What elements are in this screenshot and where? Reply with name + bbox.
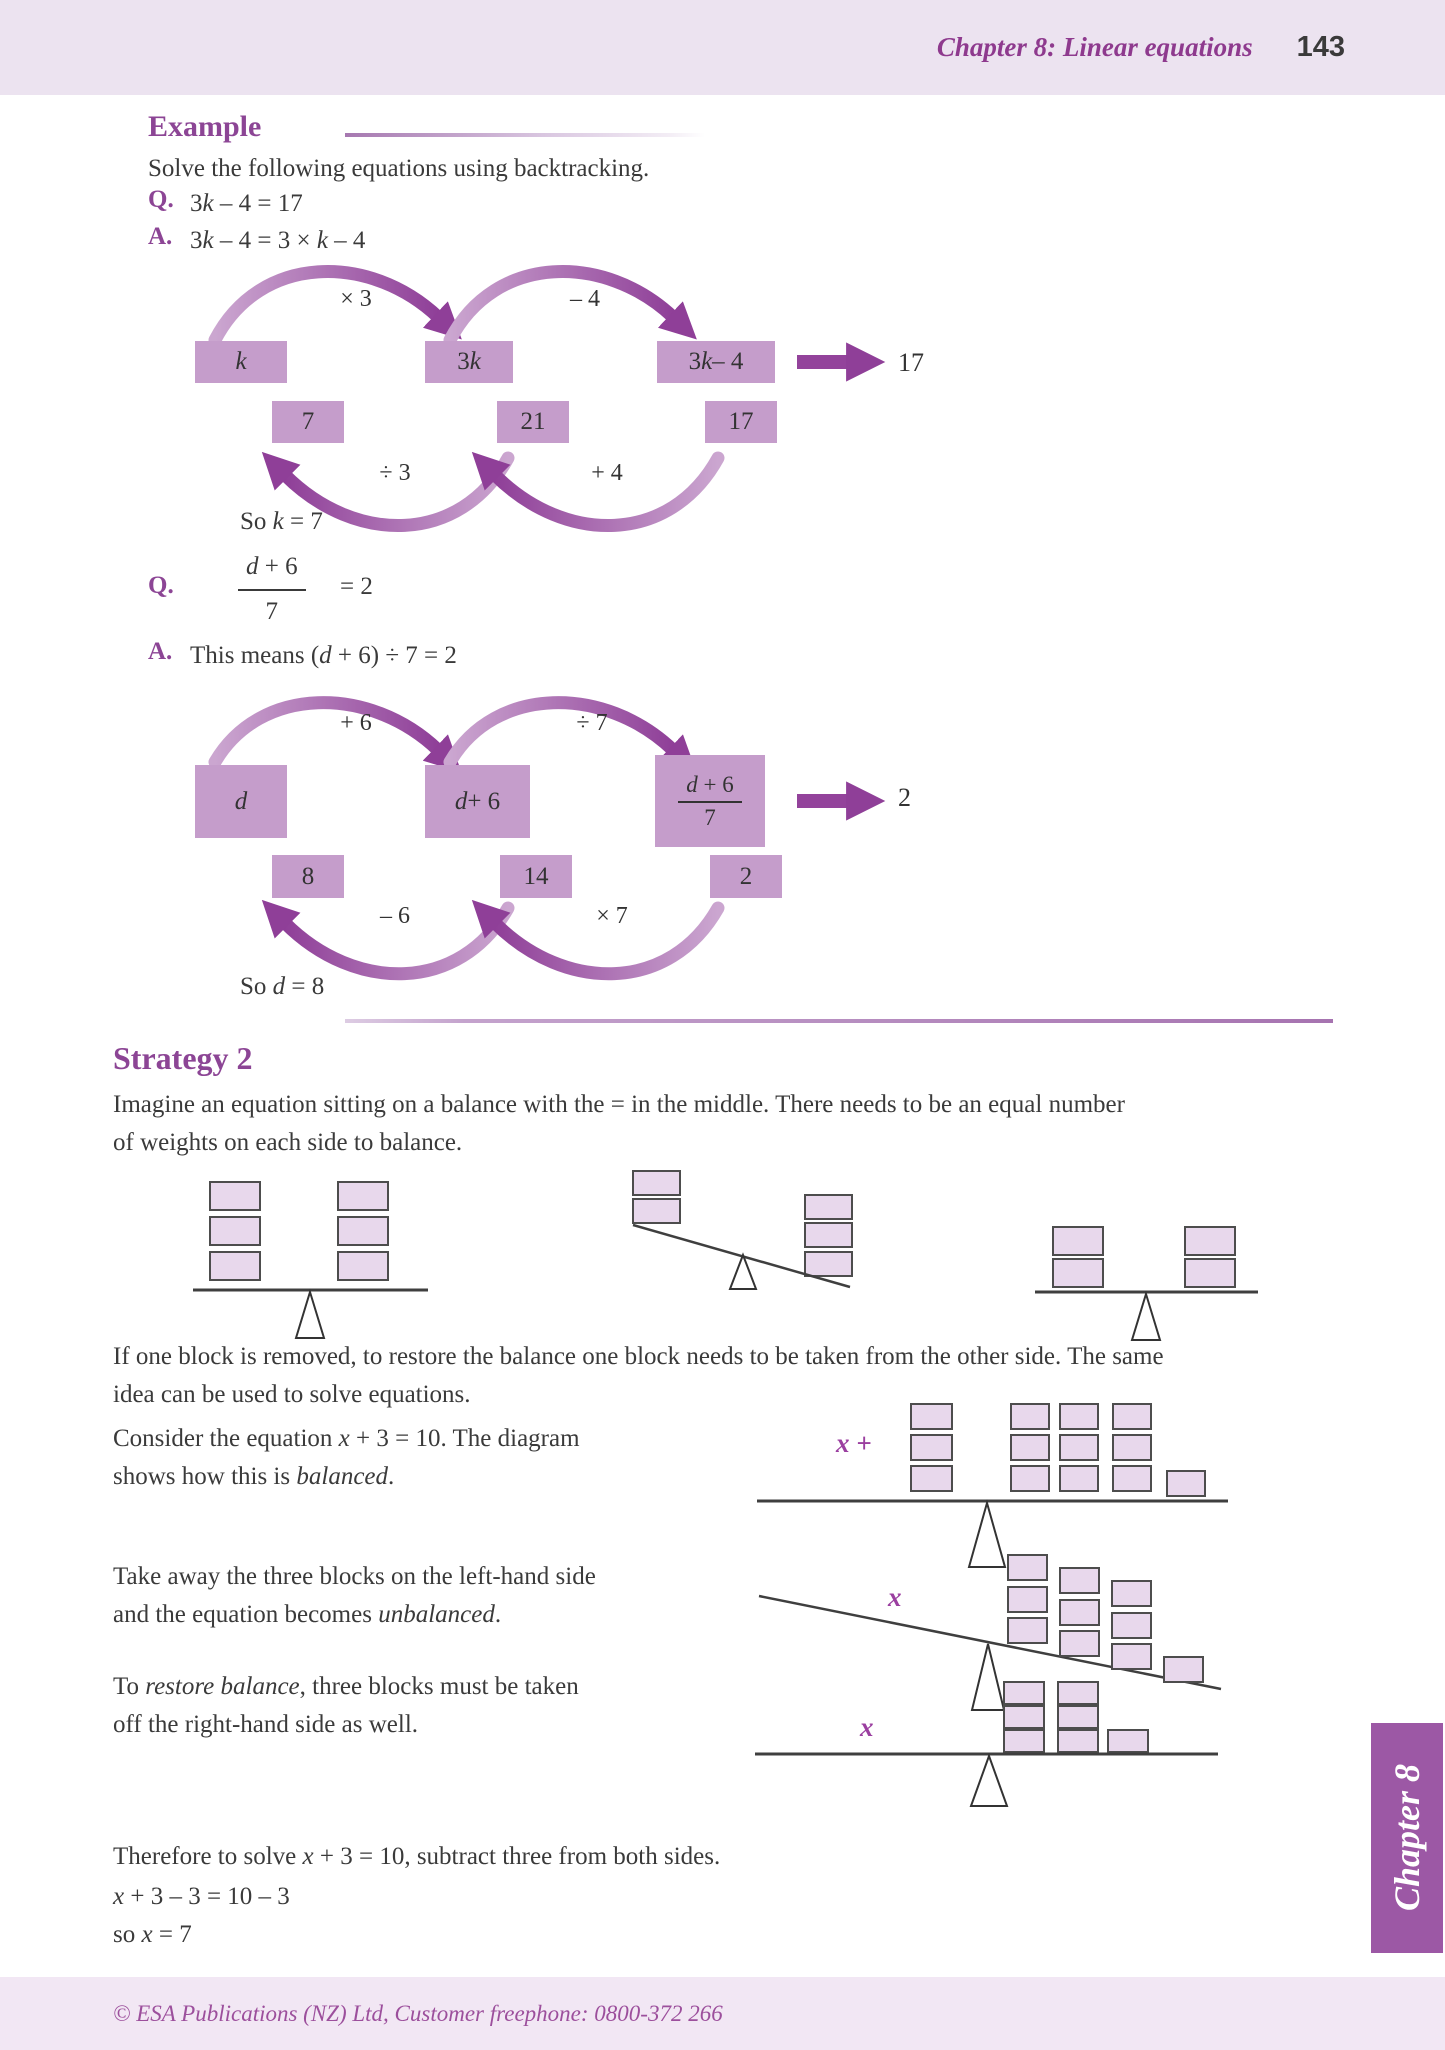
q2-rhs: = 2 (340, 573, 373, 600)
q2-label: Q. (148, 572, 174, 599)
chapter-tab-label: Chapter 8 (1387, 1764, 1427, 1912)
backtracking-diagram-k (140, 245, 970, 545)
balance-trio-illustration (180, 1152, 1290, 1347)
page-number: 143 (1296, 31, 1345, 63)
result-2: 2 (898, 783, 911, 812)
arrow-minus-4 (450, 272, 673, 340)
a1-label: A. (148, 223, 173, 250)
result-17: 17 (898, 348, 924, 377)
weight-blocks-left (1053, 1227, 1103, 1287)
op-minus-4: – 4 (570, 286, 600, 312)
box-8: 8 (272, 855, 344, 898)
chapter-side-tab (1371, 1723, 1443, 1953)
a1-expression: 3k – 4 = 3 × k – 4 (190, 227, 366, 254)
weight-blocks-right (1185, 1227, 1235, 1287)
answer-line: so x = 7 (113, 1921, 192, 1948)
box-d-plus-6: d + 6 (425, 765, 530, 838)
page-footer (0, 1977, 1445, 2050)
q1-label: Q. (148, 186, 174, 213)
step1-text: Consider the equation x + 3 = 10. The diagram shows how this is balanced. (113, 1425, 580, 1490)
box-14: 14 (500, 855, 572, 898)
conclusion-text: Therefore to solve x + 3 = 10, subtract three from both sides. (113, 1843, 721, 1870)
q1-expression: 3k – 4 = 17 (190, 190, 303, 217)
box-21: 21 (497, 401, 569, 443)
arrow-times-3 (215, 272, 438, 340)
box-d-plus-6-over-7: $\frac{d + 6}{7}$ (655, 755, 765, 847)
example-heading-rule (345, 133, 705, 137)
x-label-unbalanced: x (888, 1582, 902, 1612)
op-divide-3: ÷ 3 (379, 460, 411, 486)
strategy-intro: Imagine an equation sitting on a balance with the = in the middle. There needs to be an equal number of weights on each side to balance. (113, 1091, 1125, 1156)
remove-block-paragraph: If one block is removed, to restore the balance one block needs to be taken from the other side. The same idea can be used to solve equations. (113, 1343, 1164, 1408)
a2-label: A. (148, 638, 173, 665)
fulcrum-triangle (1132, 1294, 1160, 1340)
weight-blocks-left (210, 1182, 260, 1280)
so-k-equals-7: So k = 7 (240, 508, 323, 535)
weight-blocks-right (805, 1195, 852, 1276)
step2-text: Take away the three blocks on the left-hand side and the equation becomes unbalanced. (113, 1563, 596, 1628)
so-d-equals-8: So d = 8 (240, 973, 325, 1000)
op-divide-7: ÷ 7 (576, 710, 608, 736)
working-line: x + 3 – 3 = 10 – 3 (113, 1883, 290, 1910)
box-17: 17 (705, 401, 777, 443)
weight-blocks-right (1004, 1682, 1148, 1752)
op-times-3: × 3 (340, 286, 372, 312)
op-plus-6: + 6 (340, 710, 372, 736)
fulcrum-triangle (971, 1756, 1007, 1806)
q2-fraction: $\frac{d + 6}{7}$ (238, 548, 306, 631)
balance-scale-balanced-3v3 (193, 1182, 428, 1338)
balance-x-equals-7-balanced (730, 1660, 1250, 1810)
example-heading: Example (148, 110, 262, 143)
box-d: d (195, 765, 287, 838)
x-label-restored: x (860, 1712, 874, 1742)
weight-blocks-left (633, 1171, 680, 1223)
weight-blocks-left (911, 1404, 952, 1491)
arrow-plus-6 (215, 703, 438, 762)
example-intro: Solve the following equations using backtracking. (148, 155, 650, 182)
balance-scale-balanced-2v2 (1035, 1227, 1258, 1340)
strategy-2-heading: Strategy 2 (113, 1040, 253, 1076)
publisher-credit: © ESA Publications (NZ) Ltd, Customer freephone: 0800-372 266 (113, 2001, 723, 2026)
weight-blocks-right (1011, 1404, 1205, 1496)
op-plus-4: + 4 (591, 460, 623, 486)
arrow-divide-7 (450, 703, 673, 762)
a2-expression: This means (d + 6) ÷ 7 = 2 (190, 642, 457, 669)
page-header (0, 0, 1445, 95)
weight-blocks-right (338, 1182, 388, 1280)
section-divider (345, 1019, 1333, 1023)
x-plus-label: x + (836, 1428, 872, 1458)
box-2: 2 (710, 855, 782, 898)
box-k: k (195, 341, 287, 383)
op-times-7: × 7 (596, 903, 628, 929)
balance-scale-unbalanced-2v3 (633, 1171, 852, 1289)
fulcrum-triangle (296, 1292, 324, 1338)
box-3k: 3 k (425, 341, 513, 383)
chapter-title: Chapter 8: Linear equations (936, 32, 1253, 62)
box-7: 7 (272, 401, 344, 443)
box-3k-minus-4: 3 k – 4 (657, 341, 775, 383)
step3-text: To restore balance, three blocks must be taken off the right-hand side as well. (113, 1673, 579, 1738)
op-minus-6: – 6 (380, 903, 410, 929)
